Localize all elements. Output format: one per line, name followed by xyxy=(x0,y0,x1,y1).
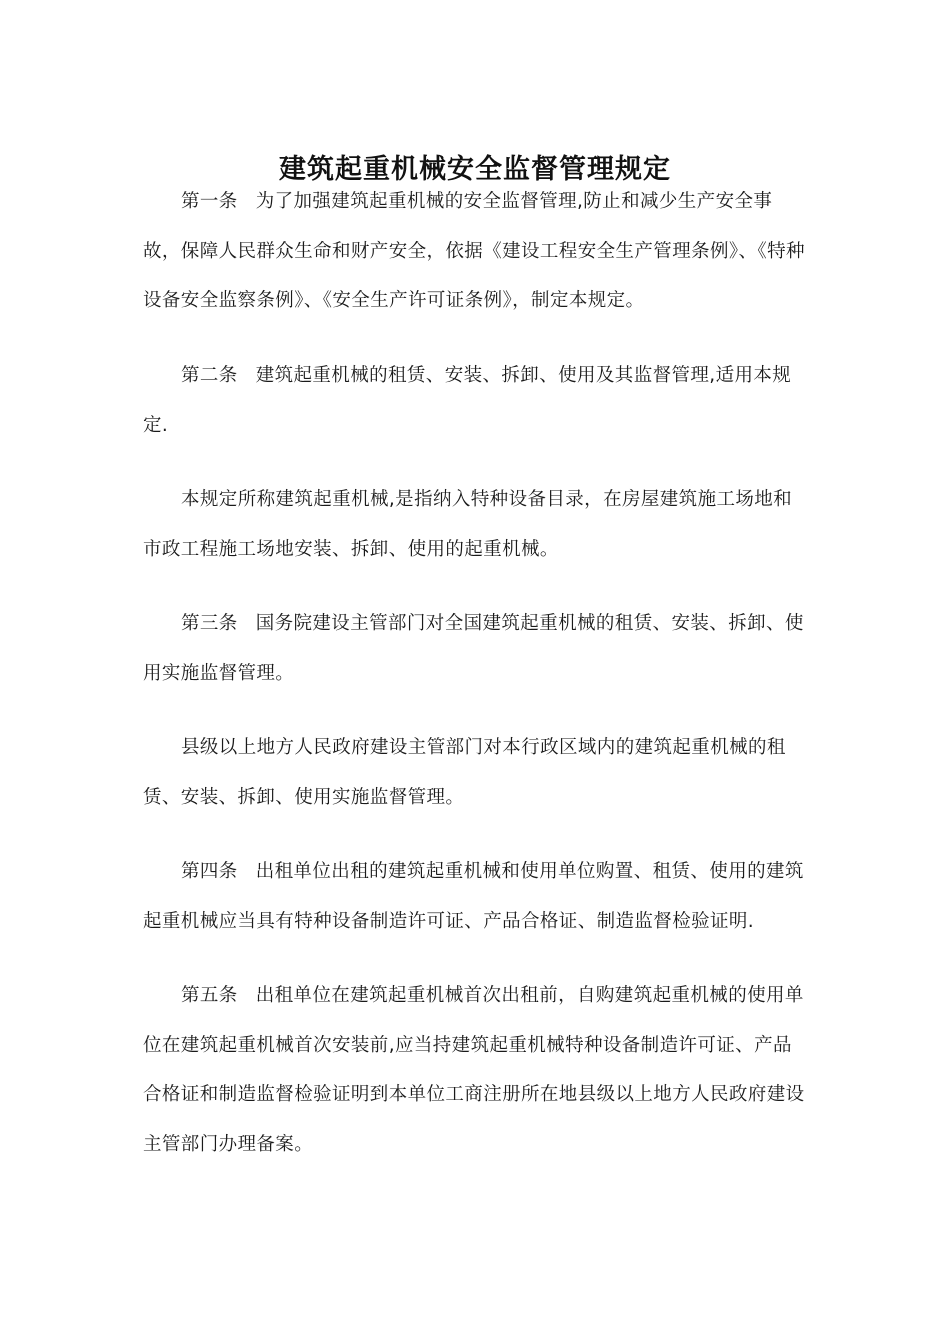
paragraph-article-3-local xyxy=(143,723,808,822)
paragraph-article-2-definition xyxy=(143,475,808,574)
paragraph-article-1 xyxy=(143,177,808,326)
article-number: 第五条 xyxy=(181,985,238,1006)
article-number: 第一条 xyxy=(181,191,238,212)
paragraph-text: 为了加强建筑起重机械的安全监督管理,防止和减少生产安全事故，保障人民群众生命和财产安全，依据《建设工程安全生产管理条例》、《特种设备安全监察条例》、《安全生产许可证条例》，制定本规定。 xyxy=(143,191,805,311)
paragraph-article-2 xyxy=(143,351,808,450)
paragraph-article-5 xyxy=(143,971,808,1169)
paragraph-article-4 xyxy=(143,847,808,946)
article-number: 第三条 xyxy=(181,613,238,634)
article-number: 第二条 xyxy=(181,365,238,386)
paragraph-text: 建筑起重机械的租赁、安装、拆卸、使用及其监督管理,适用本规定. xyxy=(143,365,792,436)
paragraph-text: 县级以上地方人民政府建设主管部门对本行政区域内的建筑起重机械的租赁、安装、拆卸、使用实施监督管理。 xyxy=(143,737,786,808)
paragraph-text: 出租单位在建筑起重机械首次出租前，自购建筑起重机械的使用单位在建筑起重机械首次安装前,应当持建筑起重机械特种设备制造许可证、产品合格证和制造监督检验证明到本单位工商注册所在地县级以上地方人民政府建设主管部门办理备案。 xyxy=(143,985,805,1155)
paragraph-article-3 xyxy=(143,599,808,698)
article-number: 第四条 xyxy=(181,861,238,882)
paragraph-text: 国务院建设主管部门对全国建筑起重机械的租赁、安装、拆卸、使用实施监督管理。 xyxy=(143,613,804,684)
paragraph-text: 本规定所称建筑起重机械,是指纳入特种设备目录，在房屋建筑施工场地和市政工程施工场地安装、拆卸、使用的起重机械。 xyxy=(143,489,793,560)
document-title: 建筑起重机械安全监督管理规定 xyxy=(279,154,671,186)
paragraph-text: 出租单位出租的建筑起重机械和使用单位购置、租赁、使用的建筑起重机械应当具有特种设备制造许可证、产品合格证、制造监督检验证明. xyxy=(143,861,804,932)
